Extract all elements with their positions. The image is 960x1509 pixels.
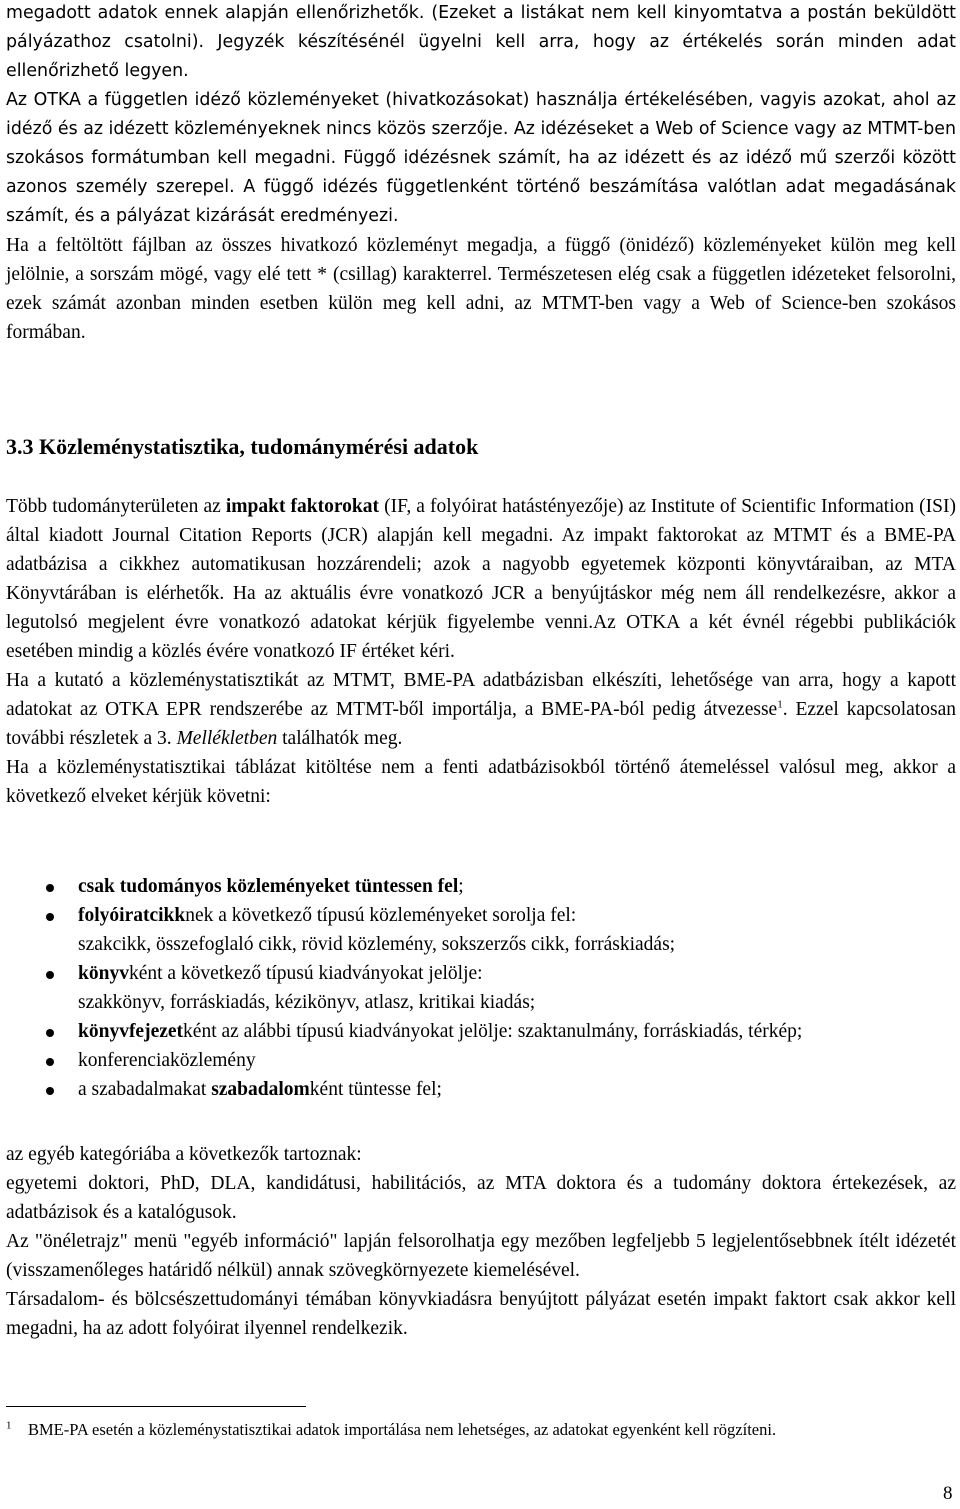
list-item-bold: könyvfejezet — [78, 1021, 184, 1042]
footnote-text: BME-PA esetén a közleménystatisztikai adatok importálása nem lehetséges, az adatokat egyenként kell rögzíteni. — [28, 1420, 777, 1439]
list-item — [6, 872, 956, 901]
footnote-separator — [6, 1406, 306, 1407]
impact-factor-post: (IF, a folyóirat hatástényezője) az Institute of Scientific Information (ISI) által kiadott Journal Citation Reports (JCR) alapján kell megadni. Az impakt faktorokat az MTMT és a BME-PA adatbázisa a cikkhez automatikusan hozzárendeli; azok a nagyobb egyetemek központi könyvtáraiban, az MTA Könyvtárában is elérhetők. Ha az aktuális évre vonatkozó JCR a benyújtáskor még nem áll rendelkezésre, akkor a legutolsó megjelent évre vonatkozó adatokat kérjük figyelembe venni.Az OTKA a két évnél régebbi publikációk esetében mindig a közlés évére vonatkozó IF értéket kéri. — [6, 496, 956, 662]
paragraph-humanities: Társadalom- és bölcsészettudományi témában könyvkiadásra benyújtott pályázat esetén impakt faktort csak akkor kell megadni, ha az adott folyóirat ilyennel rendelkezik. — [6, 1289, 956, 1339]
footnote-reference: 1 — [777, 698, 783, 711]
list-item-text: ként a következő típusú kiadványokat jelölje: — [128, 963, 483, 984]
list-item-bold: könyv — [78, 963, 129, 984]
mtmt-import-post: találhatók meg. — [277, 728, 403, 749]
paragraph-dissertations: egyetemi doktori, PhD, DLA, kandidátusi, habilitációs, az MTA doktora és a tudomány doktora értekezések, az adatbázisok és a katalógusok. — [6, 1173, 956, 1223]
paragraph-list-note: megadott adatok ennek alapján ellenőrizhetők. (Ezeket a listákat nem kell kinyomtatva a postán beküldött pályázathoz csatolni). Jegyzék készítésénél ügyelni kell arra, hogy az értékelés során minden adat ellenőrizhető legyen. — [6, 3, 956, 81]
section-heading: 3.3 Közleménystatisztika, tudománymérési adatok — [6, 434, 479, 459]
list-item-subtext: szakkönyv, forráskiadás, kézikönyv, atlasz, kritikai kiadás; — [78, 992, 536, 1013]
paragraph-independent-citations: Az OTKA a független idéző közleményeket (hivatkozásokat) használja értékelésében, vagyis azokat, ahol az idéző és az idézett közleményeknek nincs közös szerzője. Az idézéseket a Web of Science vagy az MTMT-ben szokásos formátumban kell megadni. Függő idézésnek számít, ha az idézett és az idéző mű szerzői között azonos személy szerepel. A függő idézés függetlenként történő beszámítása valótlan adat megadásának számít, és a pályázat kizárását eredményezi. — [6, 90, 956, 226]
paragraph-dependent-citations: Ha a feltöltött fájlban az összes hivatkozó közleményt megadja, a függő (önidéző) közleményeket külön meg kell jelölnie, a sorszám mögé, vagy elé tett * (csillag) karakterrel. Természetesen elég csak a független idézeteket felsorolni, ezek számát azonban minden esetben külön meg kell adni, az MTMT-ben vagy a Web of Science-ben szokásos formában. — [6, 235, 956, 343]
section-body — [6, 492, 956, 811]
list-item — [6, 1075, 956, 1104]
list-item-bold: szabadalom — [211, 1079, 310, 1100]
list-item-text: a szabadalmakat — [78, 1079, 212, 1100]
criteria-list — [6, 872, 956, 1104]
paragraph-other-category: az egyéb kategóriába a következők tartoznak: — [6, 1144, 362, 1165]
list-item-text: nek a következő típusú közleményeket sorolja fel: — [185, 905, 577, 926]
page-number: 8 — [943, 1483, 953, 1504]
list-item-text-suffix: ként tüntesse fel; — [309, 1079, 442, 1100]
list-item-text: konferenciaközlemény — [78, 1050, 256, 1071]
mtmt-import-italic: Mellékletben — [176, 728, 278, 749]
mtmt-import-mid: . Ezzel kapcsolatosan további részletek a 3. — [6, 699, 956, 749]
list-item-bold: folyóiratcikk — [78, 905, 186, 926]
list-item-text: ; — [458, 876, 464, 897]
list-item-subtext: szakcikk, összefoglaló cikk, rövid közlemény, sokszerzős cikk, forráskiadás; — [78, 934, 676, 955]
impact-factor-bold: impakt faktorokat — [225, 496, 380, 517]
footnote — [6, 1417, 956, 1443]
paragraph-mtmt-import — [6, 666, 956, 753]
list-item — [6, 1017, 956, 1046]
paragraph-manual-table: Ha a közleménystatisztikai táblázat kitöltése nem a fenti adatbázisokból történő átemeléssel valósul meg, akkor a következő elveket kérjük követni: — [6, 757, 956, 807]
paragraph-impact-factor — [6, 492, 956, 666]
list-item-text: ként az alábbi típusú kiadványokat jelölje: szaktanulmány, forráskiadás, térkép; — [183, 1021, 803, 1042]
intro-text-block — [6, 0, 956, 347]
list-item — [6, 959, 956, 1017]
paragraph-cv-menu: Az "önéletrajz" menü "egyéb információ" lapján felsorolhatja egy mezőben legfeljebb 5 legjelentősebbnek ítélt idézetét (visszamenőleges határidő nélkül) annak szövegkörnyezete kiemelésével. — [6, 1231, 956, 1281]
list-item — [6, 1046, 956, 1075]
list-item-bold: csak tudományos közleményeket tüntessen fel — [78, 876, 459, 897]
list-item — [6, 901, 956, 959]
impact-factor-pre: Több tudományterületen az — [6, 496, 226, 517]
mtmt-import-pre: Ha a kutató a közleménystatisztikát az MTMT, BME-PA adatbázisban elkészíti, lehetősége van arra, hogy a kapott adatokat az OTKA EPR rendszerébe az MTMT-ből importálja, a BME-PA-ból pedig átvezesse — [6, 670, 956, 720]
footnote-mark: 1 — [6, 1419, 12, 1432]
closing-text-block — [6, 1140, 956, 1343]
